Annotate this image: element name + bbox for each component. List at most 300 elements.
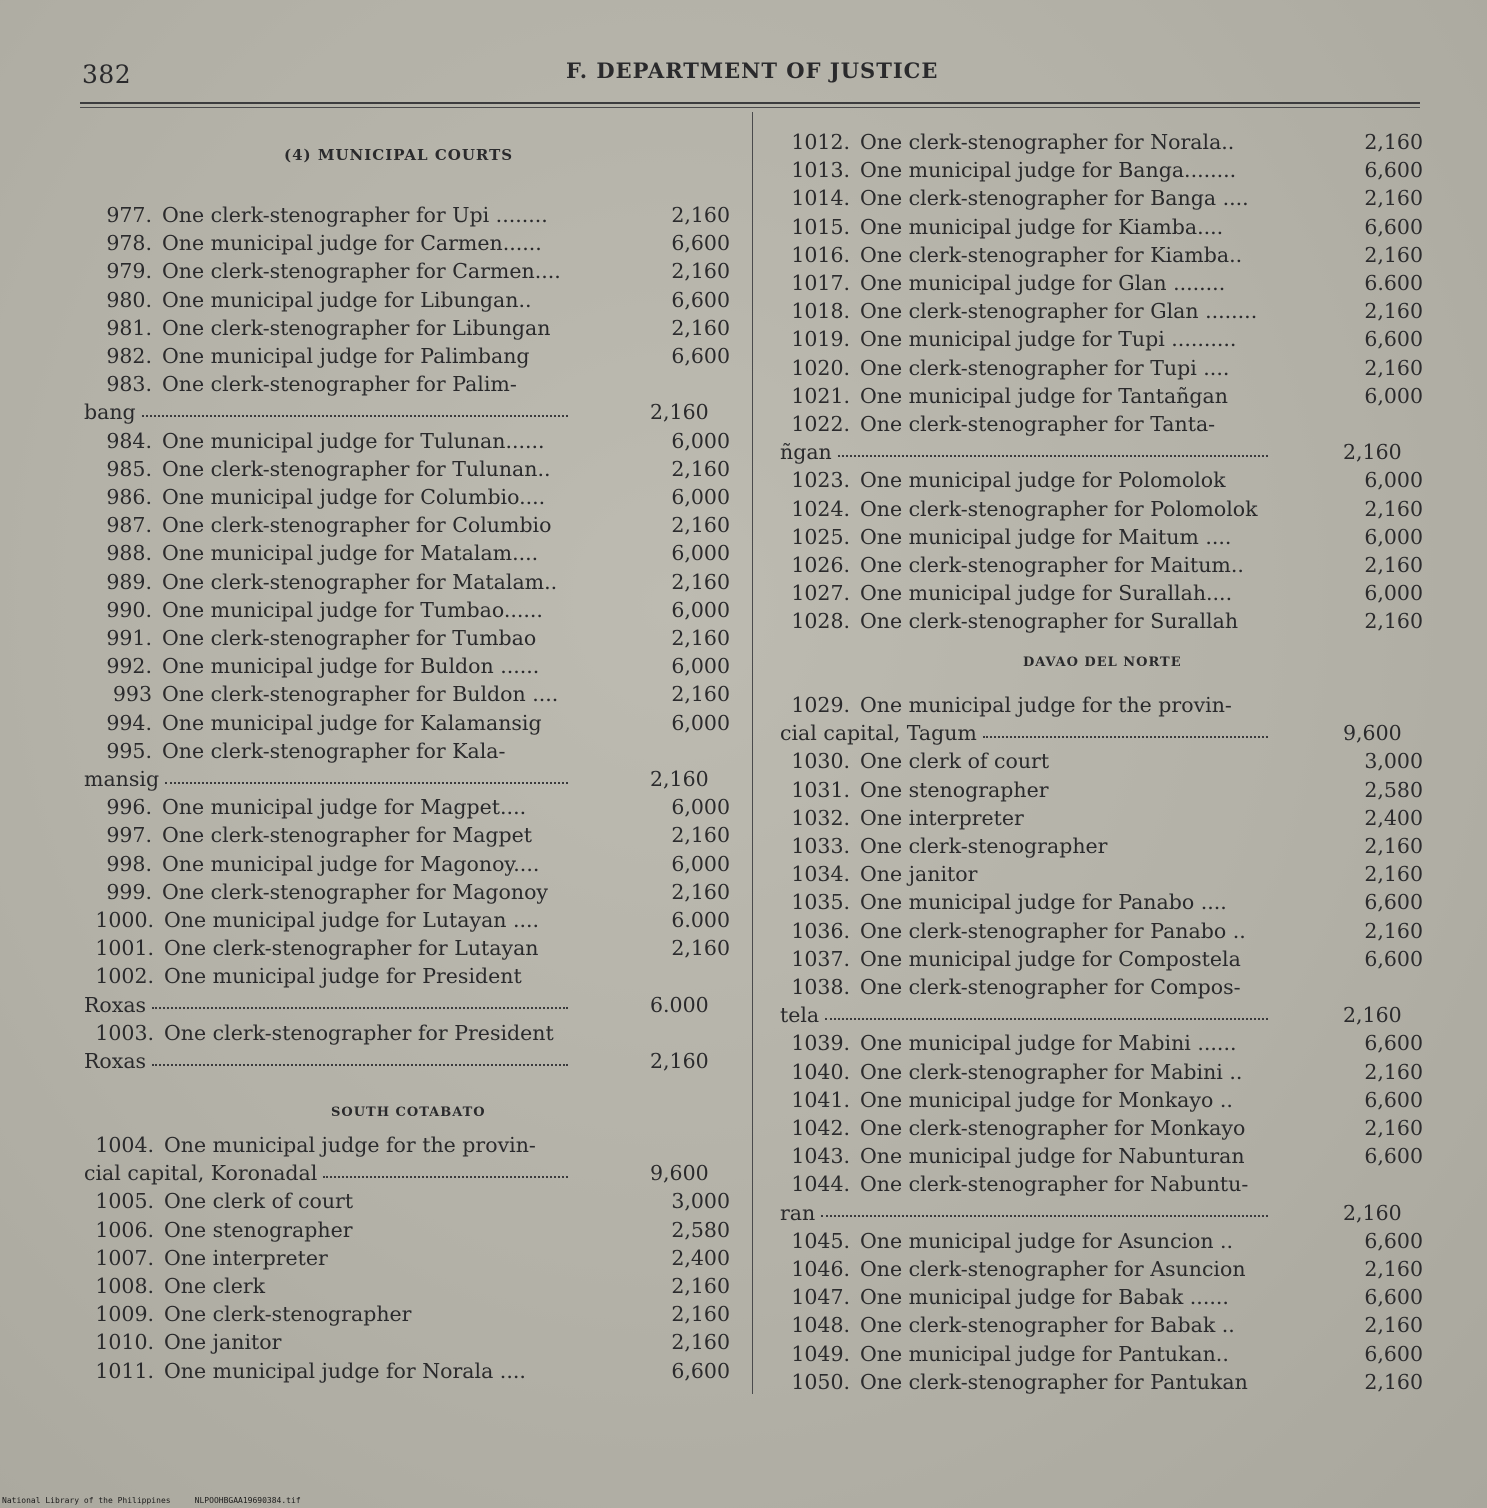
item-description: One clerk-stenographer for Norala.. [860, 130, 1235, 154]
line-item [780, 128, 1423, 156]
line-item [780, 297, 1423, 325]
item-amount: 2,160 [1364, 1257, 1423, 1281]
line-item [84, 906, 730, 934]
item-description: One interpreter [164, 1245, 328, 1270]
item-number: 1025. [791, 524, 850, 549]
item-description: One clerk of court [164, 1189, 354, 1214]
item-number: 1049. [791, 1341, 850, 1366]
item-amount: 2,160 [650, 767, 709, 791]
footer-file: NLPOOHBGAA19690384.tif [194, 1496, 301, 1505]
item-description: One clerk-stenographer for Surallah [860, 609, 1239, 634]
item-number: 1042. [791, 1116, 850, 1140]
item-number: 988. [106, 541, 152, 566]
item-description: One clerk-stenographer for President [164, 1020, 554, 1045]
item-description: One municipal judge for Maitum .... [860, 524, 1232, 549]
item-description: One municipal judge for Nabunturan [860, 1144, 1245, 1169]
item-number: 996. [106, 795, 152, 820]
line-item [84, 455, 730, 483]
item-description: One municipal judge for Compostela [860, 946, 1241, 971]
item-number: 1038. [791, 975, 850, 999]
item-amount: 6,600 [671, 344, 730, 368]
item-description: One municipal judge for Tupi .......... [860, 327, 1237, 352]
item-continuation-text: tela [780, 1003, 820, 1028]
item-amount: 2,160 [1364, 609, 1423, 634]
line-item [84, 878, 730, 906]
item-description: One clerk-stenographer for Panabo .. [860, 918, 1246, 943]
line-item [780, 1170, 1248, 1198]
item-number: 1045. [791, 1228, 850, 1253]
item-number: 997. [106, 823, 152, 848]
item-amount: 2,160 [671, 259, 730, 284]
item-number: 985. [106, 456, 152, 481]
line-item [780, 804, 1423, 832]
item-amount: 6,000 [1364, 581, 1423, 606]
item-amount: 2,160 [671, 626, 730, 650]
item-amount: 6,000 [671, 795, 730, 820]
item-amount: 6,600 [1364, 1285, 1423, 1310]
item-number: 1037. [791, 946, 850, 971]
leader-dots [323, 1172, 568, 1178]
item-continuation-text: ñgan [780, 440, 832, 465]
item-amount: 2,160 [1364, 496, 1423, 521]
item-number: 1033. [791, 834, 850, 858]
item-description: One municipal judge for Carmen...... [162, 231, 542, 256]
item-number: 1044. [791, 1172, 850, 1197]
line-item [84, 652, 730, 680]
item-number: 1006. [95, 1217, 154, 1242]
page-title: F. DEPARTMENT OF JUSTICE [566, 58, 939, 83]
item-description: One municipal judge for the provin- [164, 1133, 536, 1157]
item-description: One municipal judge for Monkayo .. [860, 1087, 1233, 1112]
item-description: One clerk-stenographer for Banga .... [860, 186, 1249, 211]
header-rule [80, 102, 1420, 104]
item-description: One clerk-stenographer for Kala- [162, 738, 506, 763]
item-number: 1046. [791, 1257, 850, 1281]
footer-source: National Library of the Philippines [2, 1496, 171, 1505]
line-item [780, 382, 1423, 410]
item-description: One municipal judge for Surallah.... [860, 581, 1233, 606]
item-number: 1000. [95, 908, 154, 932]
item-number: 1007. [95, 1245, 154, 1270]
item-amount: 6,600 [671, 231, 730, 256]
item-number: 1041. [791, 1087, 850, 1112]
item-amount: 6,600 [1364, 1087, 1423, 1112]
item-amount: 6,000 [671, 597, 730, 622]
item-description: One clerk-stenographer for Magonoy [162, 879, 549, 904]
line-item [84, 596, 730, 624]
leader-dots [142, 411, 568, 417]
item-number: 1016. [791, 242, 850, 267]
item-description: One clerk [164, 1274, 266, 1298]
line-item [780, 1114, 1423, 1142]
item-amount: 2,160 [1364, 1059, 1423, 1084]
item-continuation [84, 1159, 709, 1187]
item-number: 1008. [95, 1274, 154, 1298]
item-amount: 6,000 [671, 541, 730, 566]
item-number: 1014. [791, 186, 850, 211]
line-item [84, 511, 730, 539]
line-item [84, 1187, 730, 1215]
item-amount: 6.000 [650, 992, 709, 1017]
item-number: 1010. [95, 1330, 154, 1355]
item-amount: 2,160 [1364, 834, 1423, 858]
item-amount: 2,580 [671, 1217, 730, 1242]
item-description: One municipal judge for Norala .... [164, 1358, 526, 1383]
item-continuation [84, 765, 709, 793]
item-amount: 6,600 [1364, 214, 1423, 239]
header-rule-thin [80, 107, 1420, 108]
line-item [780, 1058, 1423, 1086]
item-amount: 2,160 [1364, 862, 1423, 887]
item-number: 1017. [791, 271, 850, 295]
line-item [780, 860, 1423, 888]
line-item [780, 945, 1423, 973]
item-continuation [780, 719, 1402, 747]
line-item [84, 821, 730, 849]
item-amount: 2,160 [1343, 1200, 1402, 1225]
item-description: One clerk-stenographer for Mabini .. [860, 1059, 1243, 1084]
line-item [84, 624, 730, 652]
item-amount: 2,160 [671, 823, 730, 848]
item-amount: 2,400 [1364, 805, 1423, 830]
item-number: 1013. [791, 158, 850, 183]
item-number: 1040. [791, 1059, 850, 1084]
item-description: One municipal judge for Babak ...... [860, 1285, 1229, 1310]
line-item [84, 1244, 730, 1272]
item-amount: 9,600 [650, 1161, 709, 1186]
item-description: One clerk-stenographer [164, 1302, 412, 1327]
item-number: 993 [112, 682, 152, 707]
item-amount: 6,600 [1364, 1031, 1423, 1056]
line-item [84, 314, 730, 342]
line-item [780, 579, 1423, 607]
line-item [84, 1300, 730, 1328]
item-number: 1029. [791, 693, 850, 717]
item-amount: 6,600 [1364, 327, 1423, 352]
item-amount: 2,160 [671, 936, 730, 961]
line-item [84, 1272, 730, 1300]
item-number: 1036. [791, 918, 850, 943]
item-amount: 6,600 [671, 1358, 730, 1383]
item-number: 1031. [791, 777, 850, 802]
item-amount: 6,000 [1364, 524, 1423, 549]
item-description: One janitor [164, 1330, 282, 1355]
item-number: 1004. [95, 1133, 154, 1157]
item-number: 979. [106, 259, 152, 284]
line-item [780, 1340, 1423, 1368]
line-item [84, 483, 730, 511]
item-number: 1043. [791, 1144, 850, 1169]
line-item [84, 568, 730, 596]
line-item [780, 241, 1423, 269]
item-description: One municipal judge for Libungan.. [162, 287, 532, 312]
item-amount: 2,160 [1364, 553, 1423, 577]
item-number: 1002. [95, 964, 154, 989]
line-item [780, 325, 1423, 353]
item-amount: 6,000 [1364, 468, 1423, 493]
item-amount: 2,400 [671, 1245, 730, 1270]
item-number: 977. [106, 203, 152, 227]
item-description: One clerk-stenographer for Compos- [860, 975, 1241, 999]
line-item [780, 747, 1423, 775]
line-item [780, 973, 1241, 1001]
item-amount: 6,600 [1364, 890, 1423, 915]
line-item [780, 495, 1423, 523]
item-number: 999. [106, 879, 152, 904]
item-number: 1001. [95, 936, 154, 961]
item-amount: 6.600 [1364, 271, 1423, 295]
item-continuation-text: ran [780, 1200, 816, 1225]
item-number: 990. [106, 597, 152, 622]
item-number: 987. [106, 513, 152, 538]
item-number: 981. [106, 315, 152, 340]
line-item [84, 1328, 730, 1356]
item-amount: 6,000 [671, 851, 730, 876]
item-description: One municipal judge for Matalam.... [162, 541, 539, 566]
item-number: 1019. [791, 327, 850, 352]
item-number: 1048. [791, 1313, 850, 1338]
item-amount: 2,160 [671, 879, 730, 904]
item-amount: 2,160 [671, 1274, 730, 1298]
item-description: One clerk-stenographer for Magpet [162, 823, 533, 848]
item-description: One clerk-stenographer for Tanta- [860, 412, 1216, 436]
item-description: One clerk-stenographer for Babak .. [860, 1313, 1235, 1338]
line-item [84, 257, 730, 285]
leader-dots [838, 451, 1268, 457]
item-number: 978. [106, 231, 152, 256]
item-number: 1027. [791, 581, 850, 606]
item-amount: 2,160 [1364, 242, 1423, 267]
line-item [780, 1227, 1423, 1255]
item-description: One municipal judge for the provin- [860, 693, 1232, 717]
item-number: 1021. [791, 383, 850, 408]
item-number: 1018. [791, 299, 850, 324]
item-number: 998. [106, 851, 152, 876]
section-heading-municipal-courts: (4) MUNICIPAL COURTS [284, 146, 514, 164]
item-amount: 2,160 [1364, 1313, 1423, 1338]
item-continuation [780, 438, 1402, 466]
item-number: 1020. [791, 355, 850, 380]
item-description: One municipal judge for Polomolok [860, 468, 1226, 493]
leader-dots [825, 1014, 1268, 1020]
leader-dots [152, 1060, 568, 1066]
item-number: 1026. [791, 553, 850, 577]
line-item [780, 1255, 1423, 1283]
item-description: One clerk-stenographer for Buldon .... [162, 682, 559, 707]
item-amount: 2,160 [1364, 299, 1423, 324]
item-continuation-text: Roxas [84, 992, 147, 1017]
line-item [84, 229, 730, 257]
item-amount: 6,600 [1364, 1144, 1423, 1169]
subsection-south-cotabato: SOUTH COTABATO [331, 1105, 486, 1120]
item-continuation [780, 1199, 1402, 1227]
line-item [84, 680, 730, 708]
item-description: One municipal judge for Tumbao...... [162, 597, 543, 622]
item-amount: 2,160 [671, 315, 730, 340]
item-description: One clerk-stenographer for Monkayo [860, 1116, 1246, 1140]
item-amount: 2,580 [1364, 777, 1423, 802]
item-description: One clerk-stenographer for Polomolok [860, 496, 1258, 521]
item-description: One clerk-stenographer for Tumbao [162, 626, 537, 650]
item-amount: 2,160 [671, 569, 730, 594]
item-number: 1032. [791, 805, 850, 830]
item-number: 984. [106, 428, 152, 453]
item-amount: 6,600 [671, 287, 730, 312]
item-number: 1024. [791, 496, 850, 521]
item-description: One clerk-stenographer [860, 834, 1108, 858]
item-description: One municipal judge for Kiamba.... [860, 214, 1224, 239]
item-amount: 2,160 [671, 513, 730, 538]
item-description: One clerk-stenographer for Palim- [162, 372, 517, 397]
line-item [84, 934, 730, 962]
line-item [84, 539, 730, 567]
line-item [84, 709, 730, 737]
line-item [780, 888, 1423, 916]
item-description: One clerk-stenographer for Nabuntu- [860, 1172, 1249, 1197]
item-amount: 6,000 [671, 654, 730, 679]
item-number: 994. [106, 710, 152, 735]
item-description: One clerk-stenographer for Kiamba.. [860, 242, 1243, 267]
line-item [780, 832, 1423, 860]
item-description: One clerk-stenographer for Carmen.... [162, 259, 561, 284]
line-item [780, 1029, 1423, 1057]
item-description: One municipal judge for Panabo .... [860, 890, 1227, 915]
item-description: One clerk-stenographer for Lutayan [164, 936, 539, 961]
item-description: One clerk of court [860, 749, 1050, 774]
item-description: One clerk-stenographer for Asuncion [860, 1257, 1246, 1281]
item-description: One clerk-stenographer for Matalam.. [162, 569, 558, 594]
line-item [780, 184, 1423, 212]
leader-dots [983, 732, 1268, 738]
item-amount: 6,600 [1364, 1341, 1423, 1366]
item-amount: 2,160 [671, 1330, 730, 1355]
item-number: 995. [106, 738, 152, 763]
line-item [780, 1368, 1423, 1396]
column-divider [752, 112, 753, 1394]
item-amount: 2,160 [671, 682, 730, 707]
item-description: One janitor [860, 862, 978, 887]
item-number: 1047. [791, 1285, 850, 1310]
item-amount: 2,160 [1343, 440, 1402, 465]
item-amount: 2,160 [1364, 355, 1423, 380]
item-number: 1030. [791, 749, 850, 774]
item-amount: 2,160 [671, 456, 730, 481]
item-amount: 2,160 [650, 1049, 709, 1073]
line-item [780, 1142, 1423, 1170]
item-description: One municipal judge for Buldon ...... [162, 654, 540, 679]
item-description: One municipal judge for Tulunan...... [162, 428, 545, 453]
item-amount: 6.000 [671, 908, 730, 932]
line-item [84, 342, 730, 370]
item-description: One municipal judge for Magpet.... [162, 795, 527, 820]
line-item [780, 156, 1423, 184]
item-number: 983. [106, 372, 152, 397]
item-amount: 6,600 [1364, 1228, 1423, 1253]
leader-dots [821, 1211, 1268, 1217]
item-description: One clerk-stenographer for Columbio [162, 513, 552, 538]
item-continuation-text: cial capital, Tagum [780, 721, 977, 746]
item-number: 1005. [95, 1189, 154, 1214]
line-item [780, 1311, 1423, 1339]
item-continuation-text: Roxas [84, 1049, 147, 1073]
line-item [780, 523, 1423, 551]
item-number: 1022. [791, 412, 850, 436]
item-amount: 6,000 [1364, 383, 1423, 408]
line-item [84, 1357, 730, 1385]
item-description: One stenographer [164, 1217, 353, 1242]
item-description: One clerk-stenographer for Libungan [162, 315, 551, 340]
item-amount: 6,000 [671, 710, 730, 735]
line-item [780, 466, 1423, 494]
item-number: 1039. [791, 1031, 850, 1056]
item-description: One clerk-stenographer for Tulunan.. [162, 456, 551, 481]
item-number: 1050. [791, 1369, 850, 1394]
line-item [84, 427, 730, 455]
line-item [780, 551, 1423, 579]
line-item [84, 1131, 536, 1159]
line-item [84, 962, 522, 990]
item-description: One interpreter [860, 805, 1024, 830]
item-amount: 2,160 [1343, 1003, 1402, 1028]
line-item [84, 850, 730, 878]
line-item [780, 917, 1423, 945]
line-item [780, 776, 1423, 804]
item-description: One municipal judge for Glan ........ [860, 271, 1226, 295]
item-continuation-text: mansig [84, 767, 160, 791]
line-item [84, 201, 730, 229]
item-continuation [84, 398, 709, 426]
item-number: 991. [106, 626, 152, 650]
item-amount: 3,000 [1364, 749, 1423, 774]
item-number: 1034. [791, 862, 850, 887]
item-description: One clerk-stenographer for Upi ........ [162, 203, 548, 227]
item-amount: 3,000 [671, 1189, 730, 1214]
leader-dots [165, 778, 568, 784]
item-continuation [84, 1047, 709, 1075]
line-item [780, 410, 1215, 438]
item-amount: 2,160 [650, 400, 709, 425]
line-item [84, 1216, 730, 1244]
item-description: One municipal judge for Asuncion .. [860, 1228, 1234, 1253]
item-description: One municipal judge for Magonoy.... [162, 851, 540, 876]
line-item [780, 691, 1232, 719]
item-amount: 6,000 [671, 428, 730, 453]
item-description: One clerk-stenographer for Maitum.. [860, 553, 1244, 577]
item-description: One municipal judge for Lutayan .... [164, 908, 540, 932]
item-description: One municipal judge for President [164, 964, 522, 989]
item-number: 982. [106, 344, 152, 368]
subsection-davao-del-norte: DAVAO DEL NORTE [1023, 655, 1182, 670]
item-amount: 6,600 [1364, 158, 1423, 183]
line-item [84, 793, 730, 821]
line-item [780, 213, 1423, 241]
item-description: One clerk-stenographer for Glan ........ [860, 299, 1258, 324]
item-continuation-text: bang [84, 400, 136, 425]
item-amount: 2,160 [1364, 130, 1423, 154]
item-continuation [780, 1001, 1402, 1029]
item-amount: 2,160 [1364, 918, 1423, 943]
line-item [84, 1019, 554, 1047]
footer-credit [2, 1496, 301, 1505]
item-description: One stenographer [860, 777, 1049, 802]
item-amount: 6,000 [671, 485, 730, 509]
item-amount: 2,160 [1364, 1369, 1423, 1394]
item-number: 980. [106, 287, 152, 312]
page-number: 382 [82, 60, 132, 89]
item-number: 992. [106, 654, 152, 679]
item-amount: 9,600 [1343, 721, 1402, 746]
item-amount: 2,160 [671, 203, 730, 227]
